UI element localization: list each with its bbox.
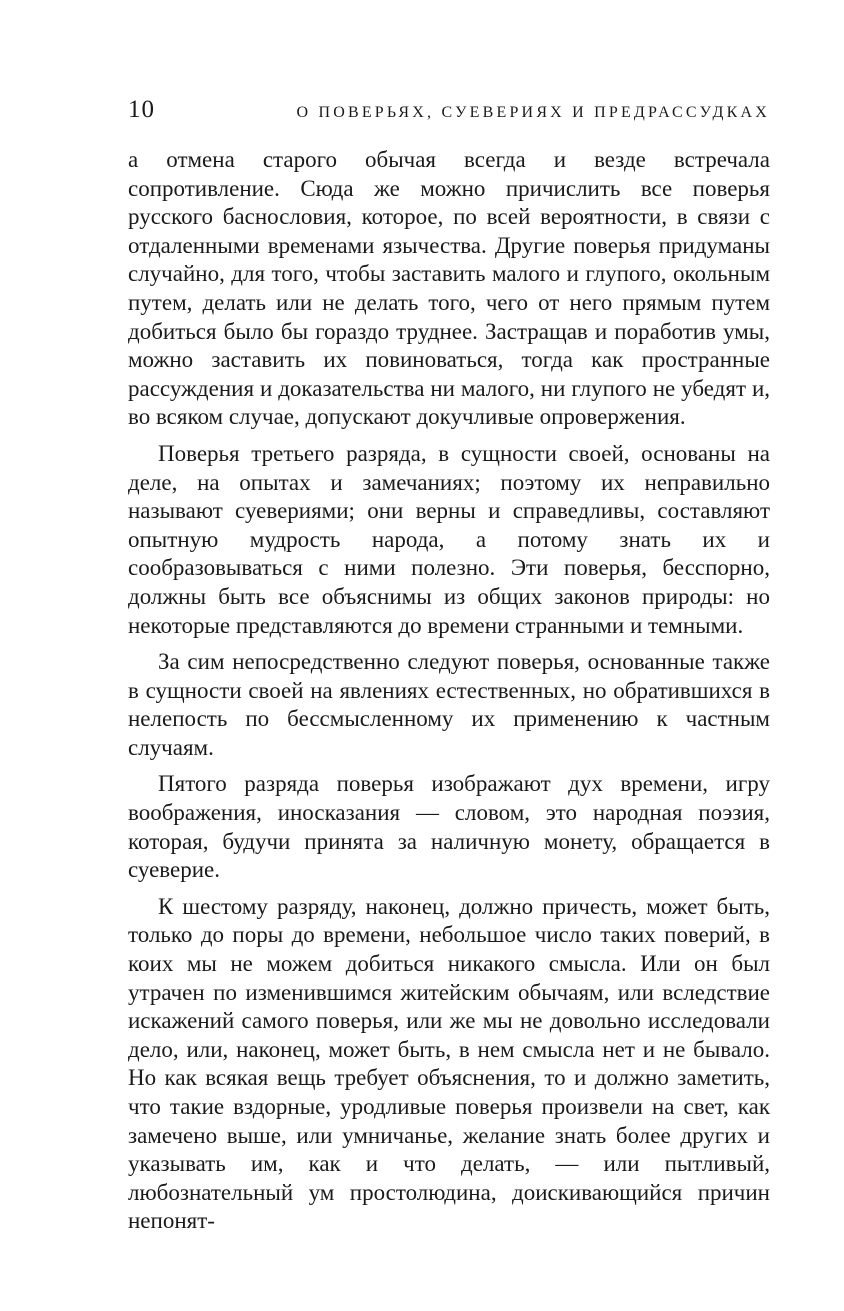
page-number: 10: [128, 96, 155, 123]
paragraph-sixth-category: К шестому разряду, наконец, должно причесть, может быть, только до поры до времени, небольшое число таких поверий, в коих мы не можем добиться никакого смысла. Или он был утрачен по изменившимся житейским обычаям, или вследствие искажений самого поверья, или же мы не довольно исследовали дело, или, наконец, может быть, в нем смысла нет и не бывало. Но как всякая вещь требует объяснения, то и должно заметить, что такие вздорные, уродливые поверья произвели на свет, как замечено выше, или умничанье, желание знать более других и указывать им, как и что делать, — или пытливый, любознательный ум простолюдина, доискивающийся причин непонят-: [128, 893, 770, 1234]
page-header: [128, 96, 770, 126]
body-text: [128, 146, 770, 1236]
paragraph-fifth-category: Пятого разряда поверья изображают дух времени, игру воображения, иносказания — словом, это народная поэзия, которая, будучи принята за наличную монету, обращается в суеверие.: [128, 771, 770, 883]
running-title: О ПОВЕРЬЯХ, СУЕВЕРИЯХ И ПРЕДРАССУДКАХ: [296, 104, 770, 121]
paragraph-third-category: Поверья третьего разряда, в сущности своей, основаны на деле, на опытах и замечаниях; поэтому их неправильно называют суевериями; они верны и справедливы, составляют опытную мудрость народа, а потому знать их и сообразовываться с ними полезно. Эти поверья, бесспорно, должны быть все объяснимы из общих законов природы: но некоторые представляются до времени странными и темными.: [128, 440, 770, 638]
paragraph-fourth-category: За сим непосредственно следуют поверья, основанные также в сущности своей на явлениях естественных, но обратившихся в нелепость по бессмысленному их применению к частным случаям.: [128, 649, 770, 760]
paragraph-continuation: а отмена старого обычая всегда и везде встречала сопротивление. Сюда же можно причислить все поверья русского баснословия, которое, по всей вероятности, в связи с отдаленными временами язычества. Другие поверья придуманы случайно, для того, чтобы заставить малого и глупого, окольным путем, делать или не делать того, чего от него прямым путем добиться было бы гораздо труднее. Застращав и поработив умы, можно заставить их повиноваться, тогда как пространные рассуждения и доказательства ни малого, ни глупого не убедят и, во всяком случае, допускают докучливые опровержения.: [128, 147, 770, 430]
